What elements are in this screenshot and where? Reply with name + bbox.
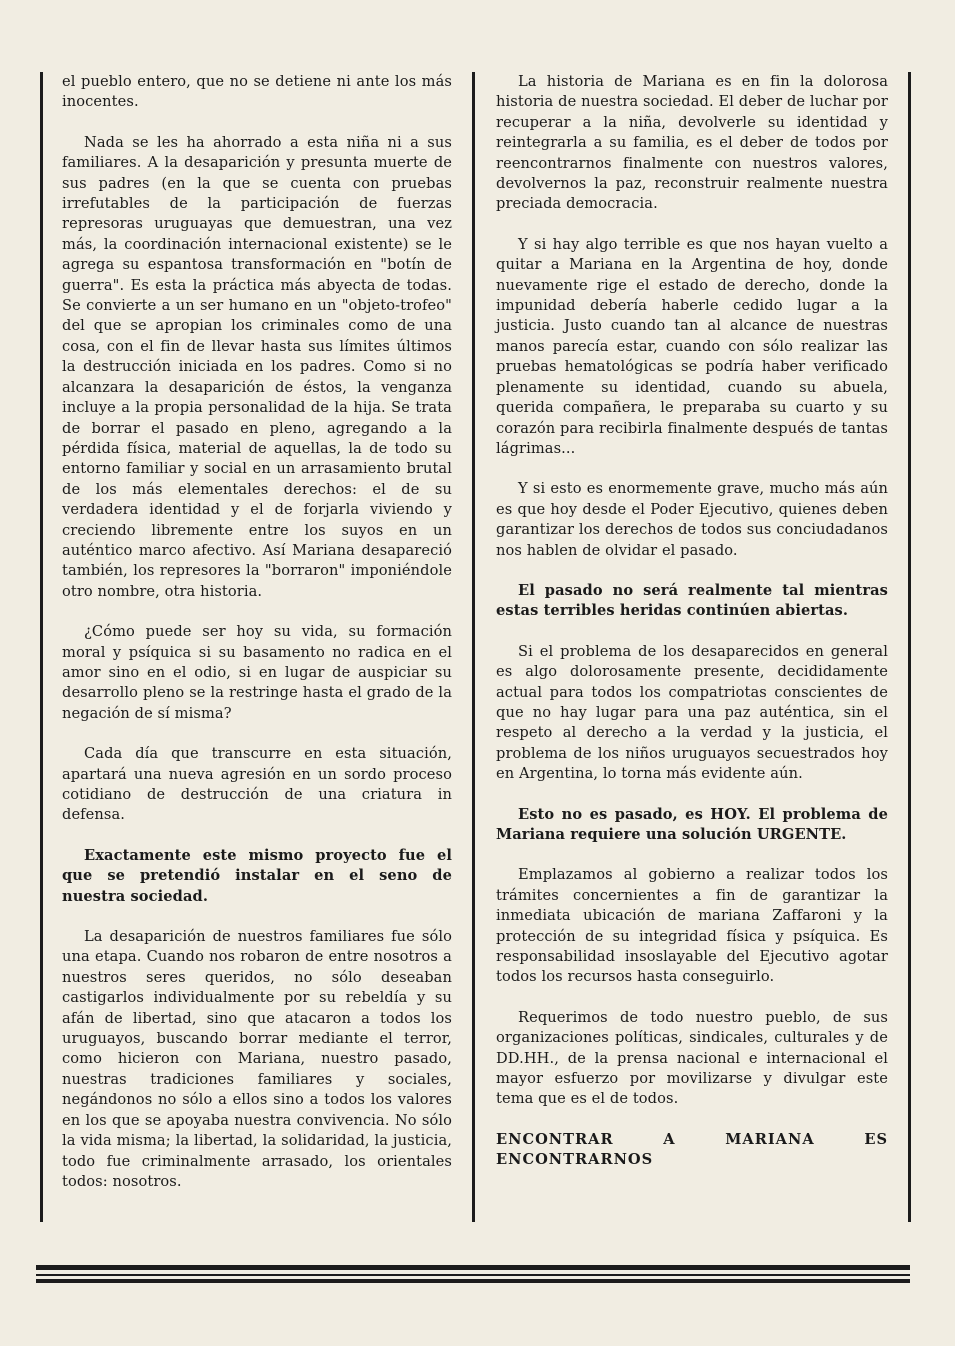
right-paragraph-8: Requerimos de todo nuestro pueblo, de sus organizaciones políticas, sindicales, culturales y de DD.HH., de la prensa nacional e internacional el mayor esfuerzo por movilizarse y divulgar este tema que es el de todos.	[496, 1008, 888, 1108]
left-column	[62, 72, 452, 1212]
right-paragraph-4: El pasado no será realmente tal mientras estas terribles heridas continúen abiertas.	[496, 581, 888, 620]
right-paragraph-6: Esto no es pasado, es HOY. El problema de Mariana requiere una solución URGENTE.	[496, 805, 888, 843]
right-paragraph-5: Si el problema de los desaparecidos en general es algo dolorosamente presente, decididamente actual para todos los compatriotas conscientes de que no hay lugar para una paz auténtica, sin el respeto al derecho a la verdad y la justicia, el problema de los niños uruguayos secuestrados hoy en Argentina, lo torna más evidente aún.	[496, 642, 888, 783]
bottom-rule-thick	[36, 1265, 910, 1270]
left-paragraph-6: La desaparición de nuestros familiares fue sólo una etapa. Cuando nos robaron de entre nosotros a nuestros seres queridos, no sólo deseaban castigarlos individualmente por su rebeldía y su afán de libertad, sino que atacaron a todos los uruguayos, buscando borrar mediante el terror, como hicieron con Mariana, nuestro pasado, nuestras tradiciones familiares y sociales, negándonos no sólo a ellos sino a todos los valores en los que se apoyaba nuestra convivencia. No sólo la vida misma; la libertad, la solidaridad, la justicia, todo fue criminalmente arrasado, los orientales todos: nosotros.	[62, 928, 452, 1190]
bottom-rule-thin	[36, 1274, 910, 1276]
right-paragraph-1: La historia de Mariana es en fin la dolorosa historia de nuestra sociedad. El deber de luchar por recuperar a la niña, devolverle su identidad y reintegrarla a su familia, es el deber de todos por reencontrarnos finalmente con nuestros valores, devolvernos la paz, reconstruir realmente nuestra preciada democracia.	[496, 73, 888, 213]
left-paragraph-5: Exactamente este mismo proyecto fue el que se pretendió instalar en el seno de nuestra sociedad.	[62, 846, 452, 905]
left-paragraph-4: Cada día que transcurre en esta situación, apartará una nueva agresión en un sordo proceso cotidiano de destrucción de una criatura in defensa.	[62, 745, 452, 824]
closing-slogan: ENCONTRAR A MARIANA ES ENCONTRARNOS	[496, 1130, 888, 1169]
left-paragraph-3: ¿Cómo puede ser hoy su vida, su formación moral y psíquica si su basamento no radica en el amor sino en el odio, si en lugar de auspiciar su desarrollo pleno se la restringe hasta el grado de la negación de sí misma?	[62, 623, 452, 722]
right-column	[496, 72, 888, 1191]
right-paragraph-7: Emplazamos al gobierno a realizar todos los trámites concernientes a fin de garantizar la inmediata ubicación de mariana Zaffaroni y la protección de su integridad física y psíquica. Es responsabilidad insoslayable del Ejecutivo agotar todos los recursos hasta conseguirlo.	[496, 866, 888, 986]
right-paragraph-3: Y si esto es enormemente grave, mucho más aún es que hoy desde el Poder Ejecutivo, quienes deben garantizar los derechos de todos sus conciudadanos nos hablen de olvidar el pasado.	[496, 480, 888, 559]
left-margin-rule	[40, 72, 43, 1222]
right-paragraph-2: Y si hay algo terrible es que nos hayan vuelto a quitar a Mariana en la Argentina de hoy, donde nuevamente rige el estado de derecho, donde la impunidad debería haberle cedido lugar a la justicia. Justo cuando tan al alcance de nuestras manos parecía estar, cuando con sólo realizar las pruebas hematológicas se podría haber verificado plenamente su identidad, cuando su abuela, querida compañera, le preparaba su cuarto y su corazón para recibirla finalmente después de tantas lágrimas...	[496, 235, 888, 457]
bottom-rule-thick-2	[36, 1279, 910, 1283]
left-paragraph-1: el pueblo entero, que no se detiene ni ante los más inocentes.	[62, 73, 452, 111]
left-paragraph-2: Nada se les ha ahorrado a esta niña ni a sus familiares. A la desaparición y presunta muerte de sus padres (en la que se cuenta con pruebas irrefutables de la participación de fuerzas represoras uruguayas que demuestran, una vez más, la coordinación internacional existente) se le agrega su espantosa transformación en "botín de guerra". Es esta la práctica más abyecta de todas. Se convierte a un ser humano en un "objeto-trofeo" del que se apropian los criminales como de una cosa, con el fin de llevar hasta sus límites últimos la destrucción iniciada en los padres. Como si no alcanzara la desaparición de éstos, la venganza incluye a la propia personalidad de la hija. Se trata de borrar el pasado en pleno, agregando a la pérdida física, material de aquellas, la de todo su entorno familiar y social en un arrasamiento brutal de los más elementales derechos: el de su verdadera identidad y el de forjarla viviendo y creciendo libremente entre los suyos en un auténtico marco afectivo. Así Mariana desapareció también, los represores la "borraron" imponiéndole otro nombre, otra historia.	[62, 133, 452, 600]
right-margin-rule	[908, 72, 911, 1222]
column-divider-rule	[472, 72, 475, 1222]
